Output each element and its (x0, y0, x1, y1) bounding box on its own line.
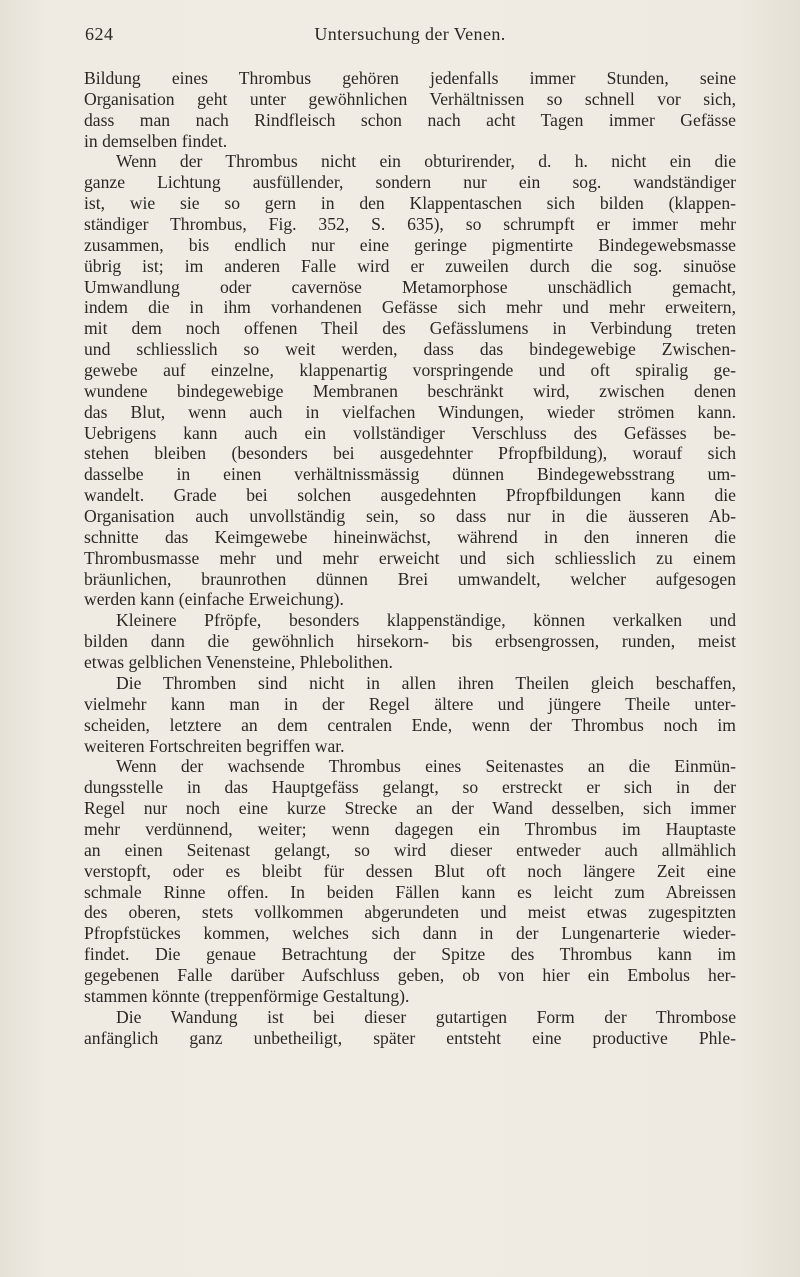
text-line: scheiden, letztere an dem centralen Ende, wenn der Thrombus noch im (84, 714, 736, 735)
text-line: Bildung eines Thrombus gehören jedenfalls immer Stunden, seine (84, 68, 736, 88)
text-line: schmale Rinne offen. In beiden Fällen kann es leicht zum Abreissen (84, 881, 736, 902)
text-line: übrig ist; im anderen Falle wird er zuweilen durch die sog. sinuöse (84, 255, 736, 276)
text-line: mehr verdünnend, weiter; wenn dagegen ein Thrombus im Hauptaste (84, 818, 736, 839)
text-line: das Blut, wenn auch in vielfachen Windungen, wieder strömen kann. (84, 401, 736, 422)
text-line: Thrombusmasse mehr und mehr erweicht und sich schliesslich zu einem (84, 547, 736, 568)
text-line: ständiger Thrombus, Fig. 352, S. 635), so schrumpft er immer mehr (84, 214, 736, 235)
text-line: verstopft, oder es bleibt für dessen Blut oft noch längere Zeit eine (84, 860, 736, 881)
text-line: zusammen, bis endlich nur eine geringe pigmentirte Bindegewebsmasse (84, 234, 736, 255)
text-line: Wenn der wachsende Thrombus eines Seitenastes an die Einmün- (116, 756, 736, 777)
text-line: Die Thromben sind nicht in allen ihren Theilen gleich beschaffen, (116, 672, 736, 693)
text-line: indem die in ihm vorhandenen Gefässe sich mehr und mehr erweitern, (84, 297, 736, 318)
text-line: dasselbe in einen verhältnissmässig dünnen Bindegewebsstrang um- (84, 464, 736, 485)
text-line: ganze Lichtung ausfüllender, sondern nur ein sog. wandständiger (84, 172, 736, 193)
running-head (85, 24, 735, 48)
text-line: wundene bindegewebige Membranen beschränkt wird, zwischen denen (84, 380, 736, 401)
text-line: findet. Die genaue Betrachtung der Spitze des Thrombus kann im (84, 944, 736, 965)
page-number: 624 (85, 24, 114, 44)
text-line: Wenn der Thrombus nicht ein obturirender, d. h. nicht ein die (116, 151, 736, 172)
text-line: und schliesslich so weit werden, dass das bindegewebige Zwischen- (84, 339, 736, 360)
text-line: gegebenen Falle darüber Aufschluss geben, ob von hier ein Embolus her- (84, 964, 736, 985)
text-line: Die Wandung ist bei dieser gutartigen Form der Thrombose (116, 1006, 736, 1027)
text-line: stehen bleiben (besonders bei ausgedehnter Pfropfbildung), worauf sich (84, 443, 736, 464)
text-line: vielmehr kann man in der Regel ältere und jüngere Theile unter- (84, 693, 736, 714)
text-line: dungsstelle in das Hauptgefäss gelangt, so erstreckt er sich in der (84, 777, 736, 798)
text-line: werden kann (einfache Erweichung). (84, 589, 344, 610)
text-line: wandelt. Grade bei solchen ausgedehnten Pfropfbildungen kann die (84, 485, 736, 506)
text-line: Organisation auch unvollständig sein, so dass nur in die äusseren Ab- (84, 506, 736, 527)
text-line: schnitte das Keimgewebe hineinwächst, während in den inneren die (84, 526, 736, 547)
text-line: Umwandlung oder cavernöse Metamorphose unschädlich gemacht, (84, 276, 736, 297)
body-text (84, 68, 736, 1048)
running-title: Untersuchung der Venen. (314, 24, 506, 44)
text-line: Pfropfstückes kommen, welches sich dann in der Lungenarterie wieder- (84, 923, 736, 944)
text-line: in demselben findet. (84, 130, 228, 151)
text-line: weiteren Fortschreiten begriffen war. (84, 735, 345, 756)
text-line: dass man nach Rindfleisch schon nach acht Tagen immer Gefässe (84, 109, 736, 130)
text-line: bilden dann die gewöhnlich hirsekorn- bis erbsengrossen, runden, meist (84, 631, 736, 652)
text-line: stammen könnte (treppenförmige Gestaltung). (84, 985, 410, 1006)
text-line: des oberen, stets vollkommen abgerundeten und meist etwas zugespitzten (84, 902, 736, 923)
text-line: Organisation geht unter gewöhnlichen Verhältnissen so schnell vor sich, (84, 88, 736, 109)
text-line: etwas gelblichen Venensteine, Phlebolithen. (84, 652, 393, 673)
text-line: Regel nur noch eine kurze Strecke an der Wand desselben, sich immer (84, 798, 736, 819)
text-line: bräunlichen, braunrothen dünnen Brei umwandelt, welcher aufgesogen (84, 568, 736, 589)
text-line: mit dem noch offenen Theil des Gefässlumens in Verbindung treten (84, 318, 736, 339)
text-line: anfänglich ganz unbetheiligt, später entsteht eine productive Phle- (84, 1027, 736, 1048)
text-line: Uebrigens kann auch ein vollständiger Verschluss des Gefässes be- (84, 422, 736, 443)
text-line: ist, wie sie so gern in den Klappentaschen sich bilden (klappen- (84, 193, 736, 214)
text-line: gewebe auf einzelne, klappenartig vorspringende und oft spiralig ge- (84, 360, 736, 381)
text-line: an einen Seitenast gelangt, so wird dieser entweder auch allmählich (84, 839, 736, 860)
text-line: Kleinere Pfröpfe, besonders klappenständige, können verkalken und (116, 610, 736, 631)
